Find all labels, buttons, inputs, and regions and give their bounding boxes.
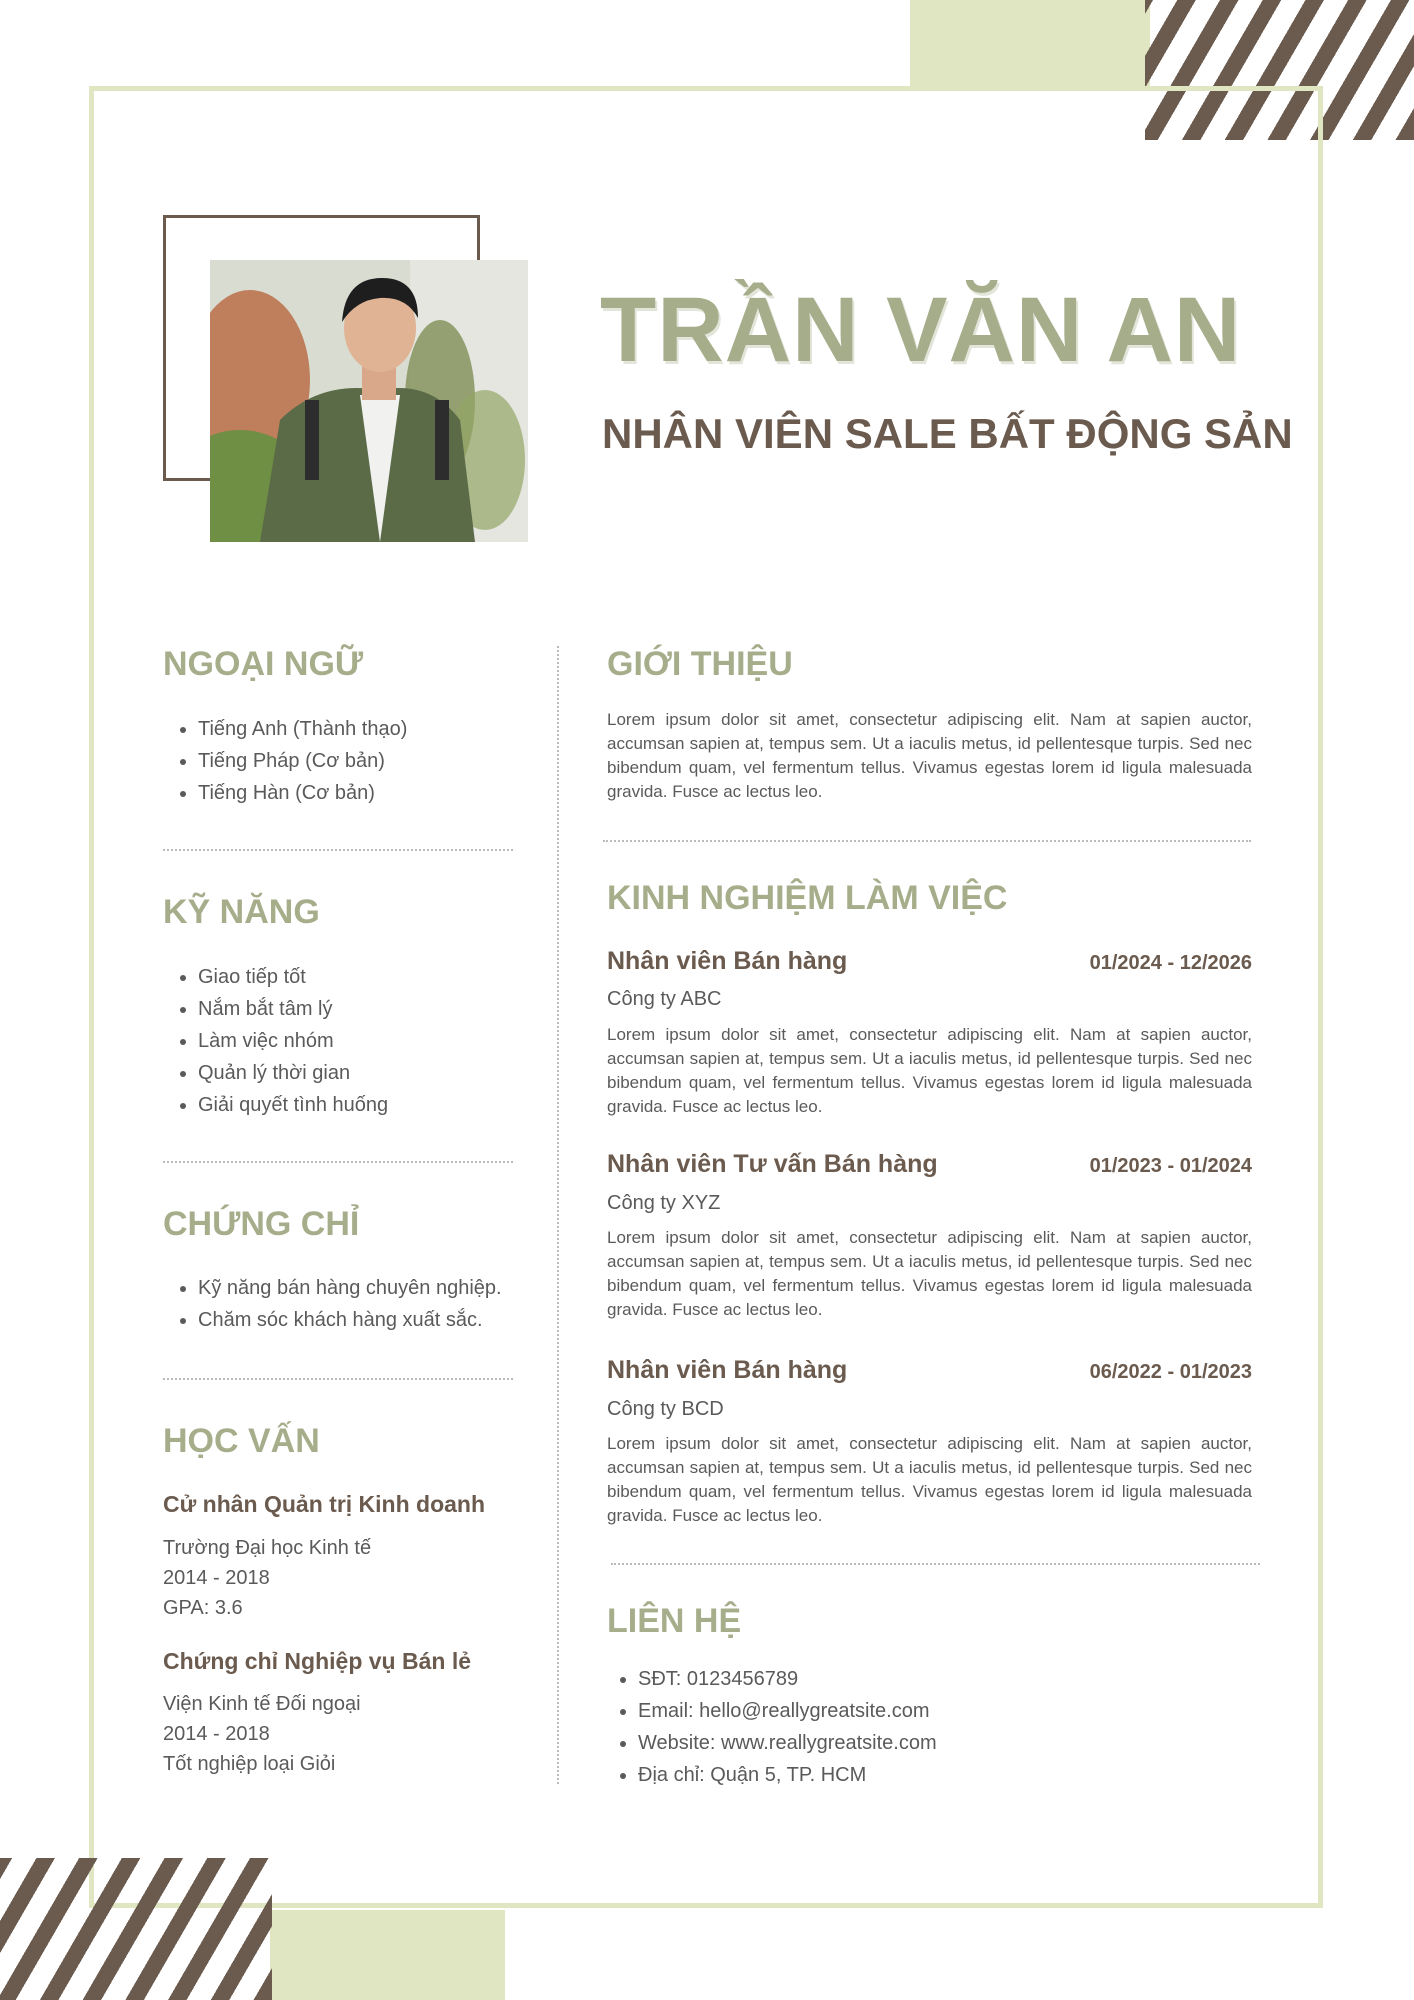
job-date: 01/2023 - 01/2024 bbox=[1089, 1155, 1252, 1177]
list-item: • Nắm bắt tâm lý bbox=[198, 993, 388, 1025]
list-item: • Chăm sóc khách hàng xuất sắc. bbox=[198, 1304, 502, 1336]
education-years: 2014 - 2018 bbox=[163, 1567, 270, 1589]
job-date: 06/2022 - 01/2023 bbox=[1089, 1361, 1252, 1383]
section-divider bbox=[611, 1563, 1260, 1565]
section-divider bbox=[163, 1378, 513, 1380]
intro-title: GIỚI THIỆU bbox=[607, 645, 793, 683]
job-title: Nhân viên Tư vấn Bán hàng bbox=[607, 1150, 938, 1178]
list-item: • Tiếng Pháp (Cơ bản) bbox=[198, 745, 407, 777]
list-item: • Giải quyết tình huống bbox=[198, 1089, 388, 1121]
languages-title: NGOẠI NGỮ bbox=[163, 645, 364, 683]
candidate-name: TRẦN VĂN AN bbox=[600, 279, 1242, 381]
languages-list bbox=[163, 713, 407, 809]
education-years: 2014 - 2018 bbox=[163, 1723, 270, 1745]
certificates-title: CHỨNG CHỈ bbox=[163, 1205, 360, 1243]
job-company: Công ty XYZ bbox=[607, 1192, 721, 1214]
list-item: • Tiếng Anh (Thành thạo) bbox=[198, 713, 407, 745]
skills-list bbox=[163, 961, 388, 1121]
list-item: • Kỹ năng bán hàng chuyên nghiệp. bbox=[198, 1272, 502, 1304]
job-company: Công ty ABC bbox=[607, 988, 722, 1010]
education-degree: Cử nhân Quản trị Kinh doanh bbox=[163, 1491, 486, 1517]
profile-photo bbox=[210, 260, 528, 542]
contact-email: • Email: hello@reallygreatsite.com bbox=[638, 1695, 937, 1727]
section-divider bbox=[163, 1161, 513, 1163]
job-title: Nhân viên Bán hàng bbox=[607, 947, 848, 975]
list-item: • Giao tiếp tốt bbox=[198, 961, 388, 993]
candidate-role: NHÂN VIÊN SALE BẤT ĐỘNG SẢN bbox=[602, 410, 1293, 457]
decor-block-bottom bbox=[270, 1910, 505, 2000]
certificates-list bbox=[163, 1272, 502, 1336]
education-note: Tốt nghiệp loại Giỏi bbox=[163, 1753, 336, 1775]
decor-block-top bbox=[910, 0, 1150, 90]
skills-title: KỸ NĂNG bbox=[163, 893, 320, 931]
education-school: Trường Đại học Kinh tế bbox=[163, 1537, 372, 1559]
job-title: Nhân viên Bán hàng bbox=[607, 1356, 848, 1384]
education-title: HỌC VẤN bbox=[163, 1422, 320, 1460]
list-item: • Làm việc nhóm bbox=[198, 1025, 388, 1057]
intro-text: Lorem ipsum dolor sit amet, consectetur adipiscing elit. Nam at sapien auctor, accumsan sapien at, tempus sem. Ut a iaculis metus, id pellentesque turpis. Sed nec bibendum quam, vel fermentum tellus. Vivamus egestas lorem id ligula malesuada gravida. Fusce ac lectus leo. bbox=[607, 710, 1252, 801]
job-description: Lorem ipsum dolor sit amet, consectetur adipiscing elit. Nam at sapien auctor, accumsan sapien at, tempus sem. Ut a iaculis metus, id pellentesque turpis. Sed nec bibendum quam, vel fermentum tellus. Vivamus egestas lorem id ligula malesuada gravida. Fusce ac lectus leo. bbox=[607, 1228, 1252, 1319]
contact-website: • Website: www.reallygreatsite.com bbox=[638, 1727, 937, 1759]
section-divider bbox=[603, 840, 1251, 842]
education-note: GPA: 3.6 bbox=[163, 1597, 243, 1619]
job-date: 01/2024 - 12/2026 bbox=[1089, 952, 1252, 974]
job-company: Công ty BCD bbox=[607, 1398, 724, 1420]
decor-stripes-bottom bbox=[0, 1858, 272, 2000]
list-item: • Tiếng Hàn (Cơ bản) bbox=[198, 777, 407, 809]
contact-title: LIÊN HỆ bbox=[607, 1602, 742, 1640]
job-description: Lorem ipsum dolor sit amet, consectetur adipiscing elit. Nam at sapien auctor, accumsan sapien at, tempus sem. Ut a iaculis metus, id pellentesque turpis. Sed nec bibendum quam, vel fermentum tellus. Vivamus egestas lorem id ligula malesuada gravida. Fusce ac lectus leo. bbox=[607, 1025, 1252, 1116]
contact-address: • Địa chỉ: Quận 5, TP. HCM bbox=[638, 1759, 937, 1791]
contact-list bbox=[603, 1663, 937, 1791]
list-item: • Quản lý thời gian bbox=[198, 1057, 388, 1089]
job-description: Lorem ipsum dolor sit amet, consectetur adipiscing elit. Nam at sapien auctor, accumsan sapien at, tempus sem. Ut a iaculis metus, id pellentesque turpis. Sed nec bibendum quam, vel fermentum tellus. Vivamus egestas lorem id ligula malesuada gravida. Fusce ac lectus leo. bbox=[607, 1434, 1252, 1525]
section-divider bbox=[163, 849, 513, 851]
column-divider bbox=[557, 646, 559, 1784]
education-school: Viện Kinh tế Đối ngoại bbox=[163, 1693, 361, 1715]
experience-title: KINH NGHIỆM LÀM VIỆC bbox=[607, 879, 1008, 917]
contact-phone: • SĐT: 0123456789 bbox=[638, 1663, 937, 1695]
education-degree: Chứng chỉ Nghiệp vụ Bán lẻ bbox=[163, 1648, 472, 1674]
